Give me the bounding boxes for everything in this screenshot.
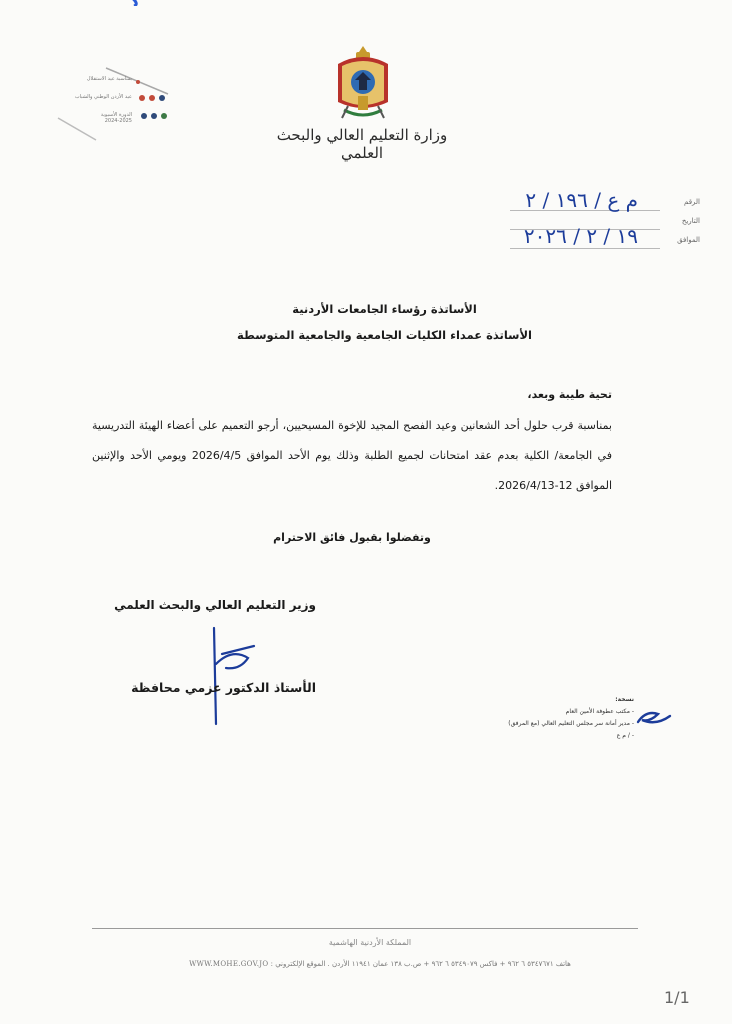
coat-of-arms-icon bbox=[332, 44, 394, 122]
recipient-line: الأساتذة رؤساء الجامعات الأردنية bbox=[292, 302, 477, 316]
footer-website-link[interactable]: WWW.MOHE.GOV.JO bbox=[189, 960, 269, 968]
copy-item: - / م ع bbox=[616, 732, 634, 739]
anniversary-line-3: الدورة الأسيوية bbox=[100, 112, 132, 118]
letter-body bbox=[92, 388, 612, 544]
footer-divider bbox=[92, 928, 638, 929]
footer-country: المملكة الأردنية الهاشمية bbox=[328, 938, 412, 947]
page-count: 1/1 bbox=[664, 988, 690, 1007]
anniversary-logo bbox=[56, 64, 176, 146]
copy-item: - مدير أمانة سر مجلس التعليم العالي (مع المرفق) bbox=[508, 720, 634, 727]
copies-list bbox=[508, 694, 634, 742]
recipients bbox=[237, 296, 532, 348]
copy-item: - مكتب عطوفة الأمين العام bbox=[565, 708, 634, 715]
gregorian-line bbox=[510, 248, 660, 249]
minister-title: وزير التعليم العالي والبحث العلمي bbox=[114, 598, 316, 612]
closing: وتفضلوا بقبول فائق الاحترام bbox=[273, 531, 431, 544]
gregorian-label: الموافق bbox=[677, 236, 700, 244]
ministry-name: وزارة التعليم العالي والبحث العلمي bbox=[276, 126, 448, 162]
reference-number: م ع / ١٩٦ / ٢ bbox=[525, 188, 638, 212]
body-paragraph: بمناسبة قرب حلول أحد الشعانين وعيد الفصح المجيد للإخوة المسيحيين، أرجو التعميم على أعضاء الهيئة التدريسية في الجامعة/ الكلية بعدم عقد امتحانات لجميع الطلبة وذلك يوم الأحد الموافق 2026/4/5 ويومي الأحد والإثنين الموافق 12-2026/4/13. bbox=[92, 419, 612, 492]
anniversary-line-1: بمناسبة عيد الاستقلال bbox=[86, 76, 132, 82]
greeting: تحية طيبة وبعد، bbox=[527, 388, 612, 401]
number-label: الرقم bbox=[684, 198, 700, 206]
anniversary-line-4: 2024-2025 bbox=[104, 118, 132, 124]
footer-contact-text: هاتف ٥٣٤٧٦٧١ ٦ ٩٦٢ + فاكس ٥٣٤٩٠٧٩ ٦ ٩٦٢ + ص.ب ١٣٨ عمان ١١٩٤١ الأردن . الموقع الإلكتروني : bbox=[270, 960, 571, 968]
initials-icon bbox=[634, 706, 674, 728]
reference-date: ١٩ / ٢ / ٢٠٢٦ bbox=[523, 224, 638, 248]
recipient-line: الأساتذة عمداء الكليات الجامعية والجامعية المتوسطة bbox=[237, 328, 532, 342]
minister-name: الأستاذ الدكتور عزمي محافظة bbox=[131, 680, 316, 695]
date-label: التاريخ bbox=[681, 217, 700, 225]
top-bleed-marks bbox=[130, 0, 550, 6]
copies-title: نسخة: bbox=[615, 696, 634, 703]
reference-block bbox=[470, 184, 700, 264]
anniversary-line-2: عيد الأردن الوطني والشباب bbox=[74, 94, 132, 100]
footer-contact bbox=[120, 960, 640, 968]
